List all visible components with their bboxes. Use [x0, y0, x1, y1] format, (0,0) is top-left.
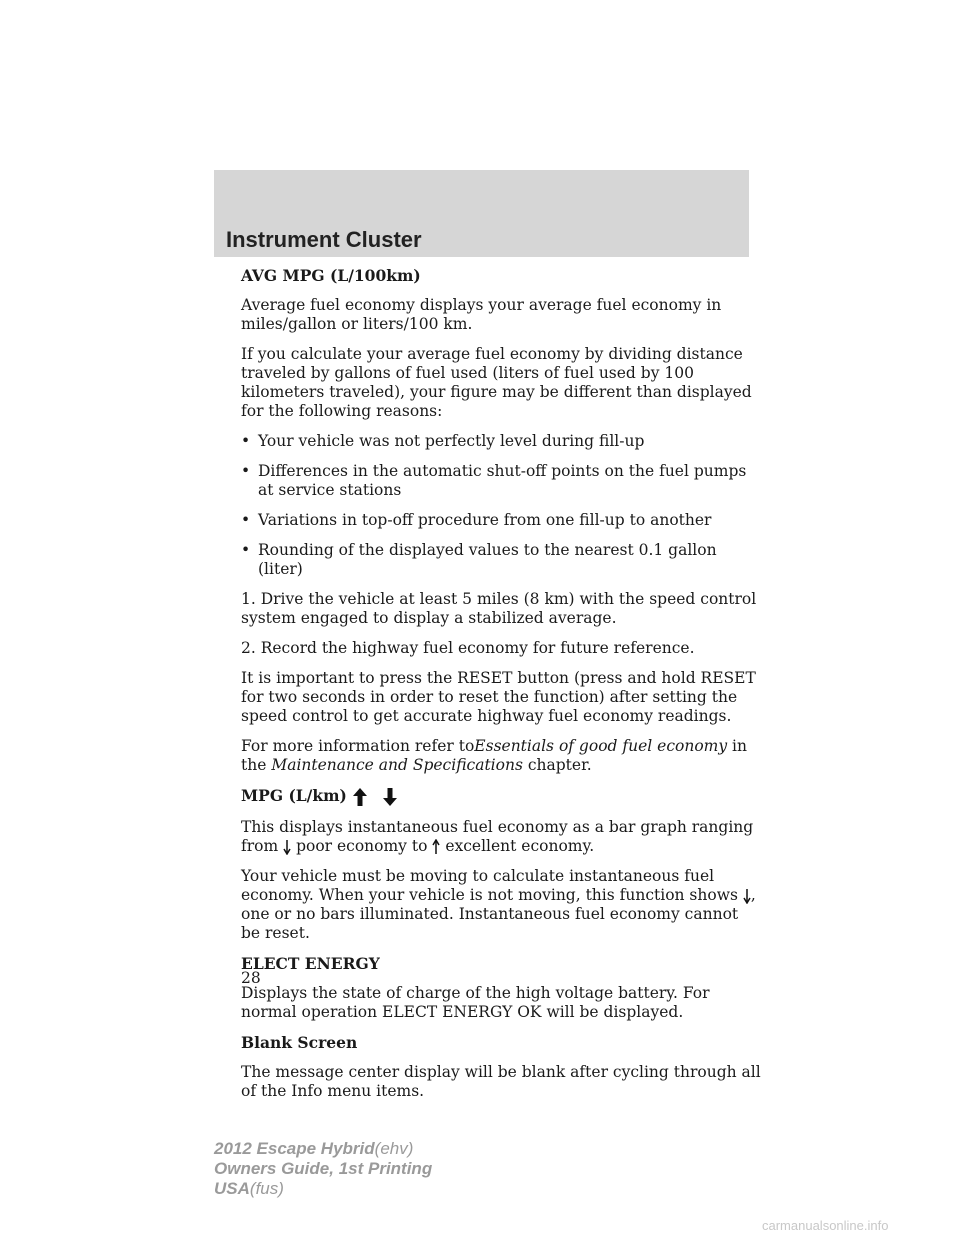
page-number: 28 — [241, 969, 261, 987]
page-content — [241, 266, 761, 1112]
document-footer — [214, 1139, 432, 1199]
avg-mpg-heading: AVG MPG (L/100km) — [241, 266, 421, 285]
mpg-paragraph-2: Your vehicle must be moving to calculate instantaneous fuel economy. When your vehicle is not moving, this function shows , one or no bars illuminated. Instantaneous fuel economy cannot be reset. — [241, 867, 756, 942]
elect-energy-paragraph: Displays the state of charge of the high voltage battery. For normal operation ELECT ENERGY OK will be displayed. — [241, 984, 710, 1021]
avg-mpg-step-2: 2. Record the highway fuel economy for future reference. — [241, 639, 695, 657]
small-arrow-up-icon — [432, 839, 440, 855]
arrow-up-icon — [352, 787, 368, 807]
list-item: • Variations in top-off procedure from one fill-up to another — [241, 511, 712, 529]
avg-mpg-paragraph-1: Average fuel economy displays your average fuel economy in miles/gallon or liters/100 km. — [241, 296, 722, 333]
list-item: • Differences in the automatic shut-off points on the fuel pumps at service stations — [241, 462, 747, 499]
bullet-icon: • — [241, 432, 251, 450]
reference-chapter: Maintenance and Specifications — [271, 756, 523, 774]
footer-line-market: USA(fus) — [214, 1179, 284, 1198]
section-header-band — [214, 170, 749, 257]
mpg-heading: MPG (L/km) — [241, 786, 761, 807]
list-item: • Your vehicle was not perfectly level during fill-up — [241, 432, 645, 450]
blank-screen-paragraph: The message center display will be blank after cycling through all of the Info menu items. — [241, 1063, 761, 1100]
section-title: Instrument Cluster — [226, 227, 422, 252]
footer-line-guide: Owners Guide, 1st Printing — [214, 1159, 433, 1178]
bullet-icon: • — [241, 462, 251, 480]
mpg-paragraph-1: This displays instantaneous fuel economy as a bar graph ranging from poor economy to excellent economy. — [241, 818, 754, 855]
avg-mpg-reference: For more information refer toEssentials of good fuel economy in the Maintenance and Specifications chapter. — [241, 737, 747, 774]
avg-mpg-paragraph-3: It is important to press the RESET button (press and hold RESET for two seconds in order to reset the function) after setting the speed control to get accurate highway fuel economy readings. — [241, 669, 756, 725]
footer-line-model: 2012 Escape Hybrid(ehv) — [214, 1139, 414, 1158]
bullet-icon: • — [241, 511, 251, 529]
elect-energy-heading: ELECT ENERGY — [241, 954, 380, 973]
arrow-down-icon — [382, 787, 398, 807]
blank-screen-heading: Blank Screen — [241, 1033, 358, 1052]
avg-mpg-paragraph-2: If you calculate your average fuel economy by dividing distance traveled by gallons of fuel used (liters of fuel used by 100 kilometers traveled), your figure may be different than displayed for the following reasons: — [241, 345, 752, 420]
avg-mpg-step-1: 1. Drive the vehicle at least 5 miles (8 km) with the speed control system engaged to display a stabilized average. — [241, 590, 757, 627]
list-item: • Rounding of the displayed values to the nearest 0.1 gallon (liter) — [241, 541, 717, 578]
reference-title: Essentials of good fuel economy — [474, 737, 728, 755]
watermark: carmanualsonline.info — [762, 1218, 889, 1233]
small-arrow-down-icon — [743, 888, 751, 904]
bullet-icon: • — [241, 541, 251, 559]
small-arrow-down-icon — [283, 839, 291, 855]
